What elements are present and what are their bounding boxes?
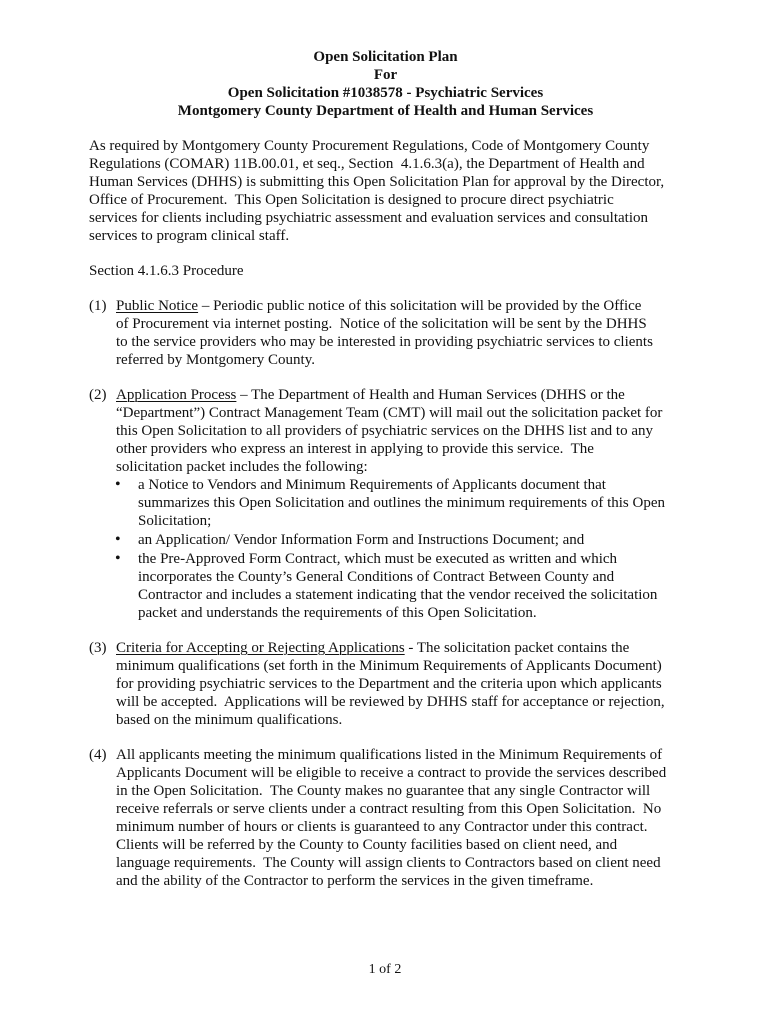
bullet-item (89, 550, 682, 622)
item-first-line (89, 297, 682, 315)
intro-line: As required by Montgomery County Procurement Regulations, Code of Montgomery County (89, 138, 650, 154)
document-title (89, 48, 682, 120)
bullet-marker: • (115, 531, 121, 548)
bullet-line: summarizes this Open Solicitation and outlines the minimum requirements of this Open (138, 495, 665, 511)
item-line: receive referrals or serve clients under a contract resulting from this Open Solicitation. No (116, 801, 662, 817)
procedure-item-1 (89, 297, 682, 369)
bullet-marker: • (115, 550, 121, 567)
item-first-line (89, 746, 682, 764)
bullet-item (89, 476, 682, 530)
item-line: and the ability of the Contractor to perform the services in the given timeframe. (116, 873, 594, 889)
item-first-line (89, 386, 682, 404)
bullet-line: Solicitation; (138, 513, 212, 529)
item-number: (3) (89, 640, 107, 656)
item-line: this Open Solicitation to all providers of psychiatric services on the DHHS list and to any (116, 423, 653, 439)
item-line: minimum number of hours or clients is guaranteed to any Contractor under this contract. (116, 819, 648, 835)
bullet-line: incorporates the County’s General Conditions of Contract Between County and (138, 569, 615, 585)
bullet-line: an Application/ Vendor Information Form and Instructions Document; and (138, 532, 585, 548)
item-line: other providers who express an interest in applying to provide this service. The (116, 441, 594, 457)
item-first-line (89, 639, 682, 657)
procedure-item-2 (89, 386, 682, 622)
bullet-line: the Pre-Approved Form Contract, which must be executed as written and which (138, 551, 618, 567)
title-line: For (373, 67, 398, 83)
bullet-line: a Notice to Vendors and Minimum Requirements of Applicants document that (138, 477, 606, 493)
item-line: Applicants Document will be eligible to receive a contract to provide the services described (116, 765, 667, 781)
intro-line: Human Services (DHHS) is submitting this Open Solicitation Plan for approval by the Director, (89, 174, 665, 190)
item-line: “Department”) Contract Management Team (CMT) will mail out the solicitation packet for (116, 405, 663, 421)
intro-line: services to program clinical staff. (89, 228, 290, 244)
item-number: (4) (89, 747, 107, 763)
page-content (89, 48, 682, 890)
title-line: Montgomery County Department of Health and Human Services (177, 103, 594, 119)
item-line: referred by Montgomery County. (116, 352, 315, 368)
item-line: for providing psychiatric services to the Department and the criteria upon which applicants (116, 676, 662, 692)
item-line: will be accepted. Applications will be reviewed by DHHS staff for acceptance or rejection, (116, 694, 665, 710)
procedure-item-3 (89, 639, 682, 729)
intro-line: services for clients including psychiatric assessment and evaluation services and consultation (89, 210, 649, 226)
item-text: – Periodic public notice of this solicitation will be provided by the Office (198, 298, 642, 314)
intro-line: Office of Procurement. This Open Solicitation is designed to procure direct psychiatric (89, 192, 614, 208)
bullet-line: Contractor and includes a statement indicating that the vendor received the solicitation (138, 587, 658, 603)
item-line: Clients will be referred by the County to County facilities based on client need, and (116, 837, 618, 853)
title-line: Open Solicitation #1038578 - Psychiatric Services (227, 85, 544, 101)
item-number: (1) (89, 298, 107, 314)
item-text: - The solicitation packet contains the (404, 640, 630, 656)
item-line: minimum qualifications (set forth in the Minimum Requirements of Applicants Document) (116, 658, 662, 674)
title-line: Open Solicitation Plan (313, 49, 458, 65)
item-text: – The Department of Health and Human Services (DHHS or the (236, 387, 625, 403)
item-line: to the service providers who may be interested in providing psychiatric services to clients (116, 334, 653, 350)
procedure-item-4 (89, 746, 682, 890)
item-number: (2) (89, 387, 107, 403)
intro-paragraph (89, 137, 682, 245)
page-number: 1 of 2 (368, 962, 402, 977)
item-label: Public Notice (116, 298, 199, 314)
bullet-marker: • (115, 476, 121, 493)
bullet-item (89, 531, 682, 549)
item-text: All applicants meeting the minimum qualifications listed in the Minimum Requirements of (116, 747, 663, 763)
item-label: Criteria for Accepting or Rejecting Applications (116, 640, 405, 656)
section-heading: Section 4.1.6.3 Procedure (89, 263, 244, 279)
item-line: based on the minimum qualifications. (116, 712, 343, 728)
item-line: solicitation packet includes the following: (116, 459, 368, 475)
item-line: of Procurement via internet posting. Notice of the solicitation will be sent by the DHHS (116, 316, 647, 332)
bullet-line: packet and understands the requirements of this Open Solicitation. (138, 605, 537, 621)
intro-line: Regulations (COMAR) 11B.00.01, et seq., Section 4.1.6.3(a), the Department of Health and (89, 156, 645, 172)
item-label: Application Process (116, 387, 237, 403)
item-line: language requirements. The County will assign clients to Contractors based on client need (116, 855, 661, 871)
item-line: in the Open Solicitation. The County makes no guarantee that any single Contractor will (116, 783, 651, 799)
